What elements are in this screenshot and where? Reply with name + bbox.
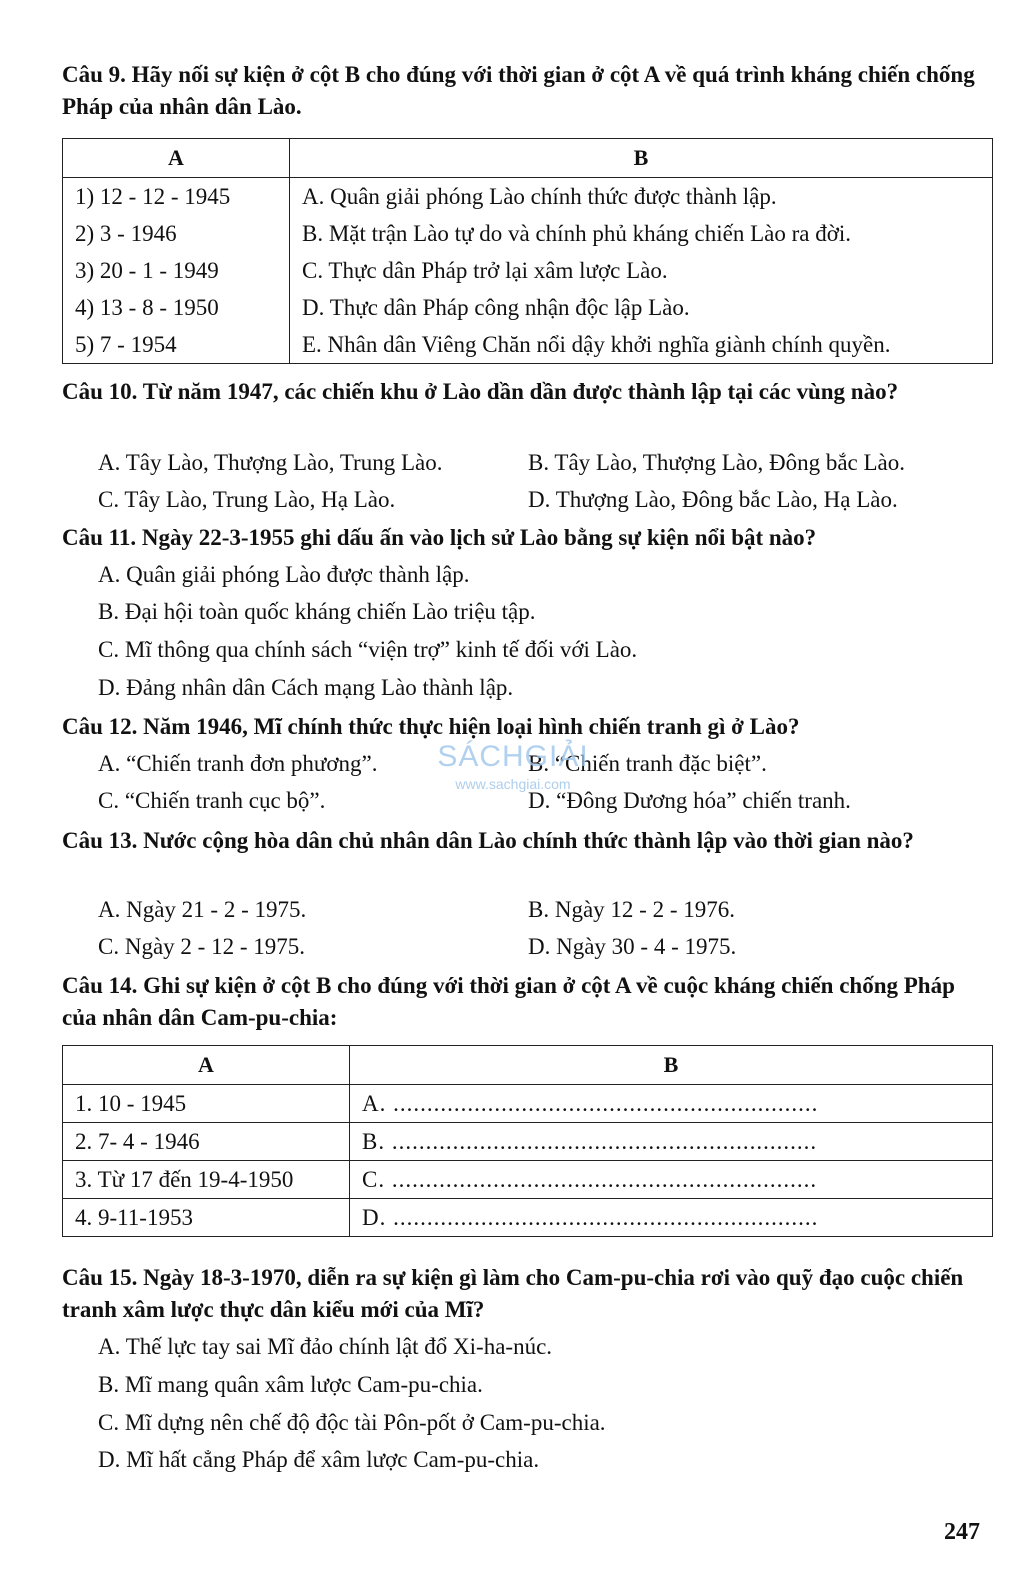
option-d: D. Mĩ hất cẳng Pháp để xâm lược Cam-pu-chia. [98, 1447, 540, 1472]
watermark-logo: SÁCHGIẢI [437, 740, 589, 773]
option-c: C. Ngày 2 - 12 - 1975. [98, 934, 305, 959]
option-a: A. Thế lực tay sai Mĩ đảo chính lật đổ Xi-ha-núc. [98, 1334, 553, 1359]
time-cell: 2. 7- 4 - 1946 [63, 1123, 350, 1161]
question-9-title: Câu 9. Hãy nối sự kiện ở cột B cho đúng với thời gian ở cột A về quá trình kháng chiến chống Pháp của nhân dân Lào. [62, 62, 975, 119]
option-a: A. Ngày 21 - 2 - 1975. [98, 897, 307, 922]
watermark-url: www.sachgiai.com [455, 776, 571, 792]
table-row [63, 178, 993, 216]
question-9-table [62, 138, 993, 364]
option-b: B. “Chiến tranh đặc biệt”. [528, 751, 767, 776]
event-cell: A. Quân giải phóng Lào chính thức được thành lập. [290, 178, 993, 216]
table-row [63, 1085, 993, 1123]
option-c: C. Mĩ thông qua chính sách “viện trợ” kinh tế đối với Lào. [98, 637, 638, 662]
event-cell: B. Mặt trận Lào tự do và chính phủ kháng chiến Lào ra đời. [290, 215, 993, 252]
option-b: B. Tây Lào, Thượng Lào, Đông bắc Lào. [528, 450, 905, 475]
table-header-row [63, 139, 993, 178]
option-b: B. Mĩ mang quân xâm lược Cam-pu-chia. [98, 1372, 483, 1397]
table-row [63, 326, 993, 364]
option-b: B. Đại hội toàn quốc kháng chiến Lào triệu tập. [98, 599, 536, 624]
time-cell: 4) 13 - 8 - 1950 [63, 289, 290, 326]
time-cell: 4. 9-11-1953 [63, 1199, 350, 1237]
table-row [63, 1199, 993, 1237]
table-row [63, 252, 993, 289]
option-d: D. Ngày 30 - 4 - 1975. [528, 934, 737, 959]
option-c: C. Mĩ dựng nên chế độ độc tài Pôn-pốt ở Cam-pu-chia. [98, 1410, 606, 1435]
option-d: D. Thượng Lào, Đông bắc Lào, Hạ Lào. [528, 487, 898, 512]
answer-blank-cell: B. ............................................................... [350, 1123, 993, 1161]
table-row [63, 289, 993, 326]
column-a-header: A [63, 1046, 350, 1085]
time-cell: 3) 20 - 1 - 1949 [63, 252, 290, 289]
question-14-table [62, 1045, 993, 1237]
option-c: C. Tây Lào, Trung Lào, Hạ Lào. [98, 487, 396, 512]
table-row [63, 215, 993, 252]
option-b: B. Ngày 12 - 2 - 1976. [528, 897, 735, 922]
question-11-title: Câu 11. Ngày 22-3-1955 ghi dấu ấn vào lịch sử Lào bằng sự kiện nổi bật nào? [62, 525, 817, 550]
event-cell: D. Thực dân Pháp công nhận độc lập Lào. [290, 289, 993, 326]
answer-blank-cell: D. ............................................................... [350, 1199, 993, 1237]
table-header-row [63, 1046, 993, 1085]
option-d: D. Đảng nhân dân Cách mạng Lào thành lập. [98, 675, 514, 700]
column-b-header: B [290, 139, 993, 178]
time-cell: 3. Từ 17 đến 19-4-1950 [63, 1161, 350, 1199]
watermark [408, 740, 618, 830]
answer-blank-cell: A. ............................................................... [350, 1085, 993, 1123]
option-c: C. “Chiến tranh cục bộ”. [98, 788, 326, 813]
question-14-title: Câu 14. Ghi sự kiện ở cột B cho đúng với thời gian ở cột A về cuộc kháng chiến chống Pháp của nhân dân Cam-pu-chia: [62, 973, 955, 1030]
option-a: A. Tây Lào, Thượng Lào, Trung Lào. [98, 450, 443, 475]
column-a-header: A [63, 139, 290, 178]
page-number: 247 [944, 1519, 980, 1545]
time-cell: 5) 7 - 1954 [63, 326, 290, 364]
option-d: D. “Đông Dương hóa” chiến tranh. [528, 788, 851, 813]
table-row [63, 1123, 993, 1161]
time-cell: 1. 10 - 1945 [63, 1085, 350, 1123]
event-cell: E. Nhân dân Viêng Chăn nổi dậy khởi nghĩa giành chính quyền. [290, 326, 993, 364]
answer-blank-cell: C. ............................................................... [350, 1161, 993, 1199]
time-cell: 1) 12 - 12 - 1945 [63, 178, 290, 216]
column-b-header: B [350, 1046, 993, 1085]
question-13-title: Câu 13. Nước cộng hòa dân chủ nhân dân Lào chính thức thành lập vào thời gian nào? [62, 828, 914, 853]
time-cell: 2) 3 - 1946 [63, 215, 290, 252]
option-a: A. Quân giải phóng Lào được thành lập. [98, 562, 470, 587]
option-a: A. “Chiến tranh đơn phương”. [98, 751, 378, 776]
event-cell: C. Thực dân Pháp trở lại xâm lược Lào. [290, 252, 993, 289]
question-10-title: Câu 10. Từ năm 1947, các chiến khu ở Lào dần dần được thành lập tại các vùng nào? [62, 379, 899, 404]
question-15-title: Câu 15. Ngày 18-3-1970, diễn ra sự kiện gì làm cho Cam-pu-chia rơi vào quỹ đạo cuộc chiến tranh xâm lược thực dân kiểu mới của Mĩ? [62, 1265, 964, 1322]
table-row [63, 1161, 993, 1199]
question-12-title: Câu 12. Năm 1946, Mĩ chính thức thực hiện loại hình chiến tranh gì ở Lào? [62, 714, 800, 739]
